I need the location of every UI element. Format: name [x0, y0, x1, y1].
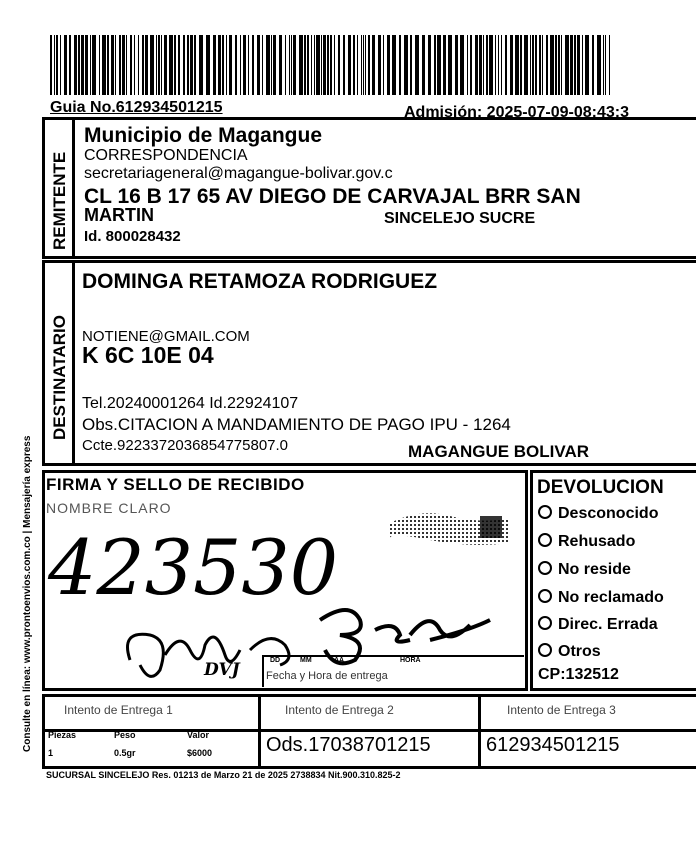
barcode-bar: [69, 35, 71, 95]
barcode-bar: [475, 35, 478, 95]
side-website-text: Consulte en línea: www.prontoenvios.com.co | Mensajería express: [22, 435, 33, 752]
barcode-bar: [404, 35, 408, 95]
recipient-name: DOMINGA RETAMOZA RODRIGUEZ: [82, 270, 438, 293]
barcode-bar: [311, 35, 312, 95]
barcode-bar: [187, 35, 189, 95]
barcode-bar: [520, 35, 522, 95]
sender-city: SINCELEJO SUCRE: [384, 210, 536, 227]
value-peso: 0.5gr: [114, 748, 136, 758]
footer-text: SUCURSAL SINCELEJO Res. 01213 de Marzo 21 de 2025 2738834 Nit.900.310.825-2: [46, 770, 401, 780]
barcode-bar: [161, 35, 162, 95]
barcode-bar: [603, 35, 604, 95]
barcode-bar: [285, 35, 286, 95]
barcode-bar: [410, 35, 412, 95]
attempt-3-label: Intento de Entrega 3: [507, 703, 616, 717]
barcode-bar: [299, 35, 303, 95]
barcode-bar: [585, 35, 589, 95]
barcode-bar: [229, 35, 232, 95]
barcode-bar: [330, 35, 332, 95]
barcode-bar: [592, 35, 594, 95]
header-peso: Peso: [114, 730, 136, 740]
barcode-bar: [363, 35, 364, 95]
radio-circle-icon: [538, 643, 552, 657]
barcode-bar: [273, 35, 276, 95]
barcode-bar: [437, 35, 441, 95]
barcode-bar: [582, 35, 583, 95]
date-label-mm: MM: [300, 657, 312, 664]
barcode-bar: [524, 35, 528, 95]
return-option-otros: Otros: [538, 643, 601, 661]
barcode-bar: [483, 35, 484, 95]
barcode-bar: [542, 35, 543, 95]
receipt-name-label: NOMBRE CLARO: [46, 500, 172, 516]
barcode-bar: [316, 35, 320, 95]
barcode-bar: [565, 35, 569, 95]
barcode-bar: [455, 35, 458, 95]
date-label-dd: DD: [270, 657, 281, 664]
recipient-phone-id: Tel.20240001264 Id.22924107: [82, 395, 299, 412]
barcode-bar: [107, 35, 109, 95]
barcode-bar: [248, 35, 249, 95]
barcode-bar: [428, 35, 431, 95]
recipient-observation: Obs.CITACION A MANDAMIENTO DE PAGO IPU - 1264: [82, 415, 511, 434]
date-caption: Fecha y Hora de entrega: [266, 670, 388, 682]
radio-circle-icon: [538, 589, 552, 603]
barcode-bar: [387, 35, 390, 95]
attempt-2-label: Intento de Entrega 2: [285, 703, 394, 717]
barcode-bar: [348, 35, 351, 95]
date-label-hora: HORA: [400, 657, 421, 664]
barcode-bar: [535, 35, 537, 95]
guide-number: Guia No.612934501215: [50, 99, 223, 116]
barcode-bar: [434, 35, 436, 95]
barcode-bar: [486, 35, 488, 95]
recipient-account: Ccte.9223372036854775807.0: [82, 437, 289, 454]
recipient-city: MAGANGUE BOLIVAR: [408, 442, 590, 461]
attempt-1-label: Intento de Entrega 1: [64, 703, 173, 717]
barcode-bar: [609, 35, 610, 95]
barcode-bar: [266, 35, 270, 95]
return-option-rehusado: Rehusado: [538, 533, 635, 551]
barcode-bar: [92, 35, 96, 95]
sender-email: secretariageneral@magangue-bolivar.gov.c: [84, 165, 393, 182]
barcode-bar: [60, 35, 61, 95]
value-piezas: 1: [48, 748, 54, 758]
barcode-bar: [368, 35, 370, 95]
barcode-bar: [158, 35, 160, 95]
barcode-bar: [605, 35, 606, 95]
barcode-bar: [279, 35, 282, 95]
barcode-bar: [383, 35, 384, 95]
stamp-noise: [390, 508, 510, 548]
barcode-bar: [357, 35, 358, 95]
barcode-bar: [119, 35, 121, 95]
barcode-bar: [558, 35, 560, 95]
barcode-bar: [235, 35, 237, 95]
recipient-email: NOTIENE@GMAIL.COM: [82, 328, 250, 345]
barcode-bar: [289, 35, 290, 95]
barcode-bar: [323, 35, 326, 95]
receipt-title: FIRMA Y SELLO DE RECIBIDO: [46, 475, 305, 494]
barcode-bar: [460, 35, 464, 95]
barcode-bar: [293, 35, 296, 95]
barcode-bar: [365, 35, 366, 95]
recipient-divider: [72, 260, 75, 464]
barcode-bar: [555, 35, 557, 95]
barcode-bar: [199, 35, 203, 95]
recipient-section-label: DESTINATARIO: [50, 315, 69, 440]
radio-circle-icon: [538, 561, 552, 575]
barcode-bar: [539, 35, 541, 95]
barcode-bar: [510, 35, 513, 95]
barcode-bar: [102, 35, 106, 95]
barcode-bar: [54, 35, 55, 95]
barcode-bar: [338, 35, 340, 95]
barcode-bar: [174, 35, 176, 95]
barcode-bar: [142, 35, 144, 95]
radio-circle-icon: [538, 505, 552, 519]
barcode-bar: [178, 35, 180, 95]
return-option-no-reclamado: No reclamado: [538, 589, 664, 607]
header-valor: Valor: [187, 730, 210, 740]
barcode-bar: [56, 35, 58, 95]
barcode-bar: [190, 35, 193, 95]
barcode-bar: [343, 35, 345, 95]
barcode-bar: [122, 35, 125, 95]
barcode-bar: [81, 35, 84, 95]
barcode: [50, 35, 610, 95]
barcode-bar: [561, 35, 562, 95]
ods-number: Ods.17038701215: [266, 734, 431, 756]
barcode-bar: [532, 35, 534, 95]
barcode-bar: [85, 35, 88, 95]
radio-circle-icon: [538, 616, 552, 630]
barcode-bar: [448, 35, 452, 95]
barcode-bar: [489, 35, 493, 95]
barcode-bar: [240, 35, 241, 95]
barcode-bar: [570, 35, 573, 95]
sender-divider: [72, 117, 75, 256]
barcode-bar: [334, 35, 335, 95]
barcode-bar: [505, 35, 507, 95]
handwritten-number: 423530: [48, 523, 339, 612]
barcode-bar: [257, 35, 260, 95]
barcode-bar: [399, 35, 401, 95]
barcode-bar: [206, 35, 210, 95]
barcode-bar: [138, 35, 139, 95]
barcode-bar: [64, 35, 67, 95]
barcode-bar: [213, 35, 216, 95]
barcode-bar: [218, 35, 221, 95]
barcode-bar: [78, 35, 80, 95]
barcode-bar: [130, 35, 132, 95]
barcode-bar: [111, 35, 114, 95]
barcode-bar: [164, 35, 167, 95]
barcode-bar: [156, 35, 157, 95]
barcode-bar: [372, 35, 375, 95]
barcode-bar: [422, 35, 425, 95]
barcode-bar: [222, 35, 224, 95]
barcode-bar: [194, 35, 196, 95]
sender-address-line2: MARTIN: [84, 205, 154, 225]
barcode-bar: [150, 35, 154, 95]
barcode-bar: [378, 35, 381, 95]
barcode-bar: [307, 35, 309, 95]
barcode-bar: [74, 35, 77, 95]
barcode-bar: [443, 35, 446, 95]
recipient-address: K 6C 10E 04: [82, 342, 214, 368]
barcode-bar: [314, 35, 315, 95]
barcode-bar: [271, 35, 272, 95]
barcode-bar: [304, 35, 306, 95]
barcode-bar: [226, 35, 227, 95]
barcode-bar: [546, 35, 548, 95]
return-option-direc-errada: Direc. Errada: [538, 616, 658, 634]
barcode-bar: [550, 35, 554, 95]
barcode-bar: [252, 35, 254, 95]
barcode-bar: [392, 35, 396, 95]
barcode-bar: [126, 35, 127, 95]
barcode-bar: [361, 35, 362, 95]
barcode-bar: [515, 35, 519, 95]
handwritten-initials: DVJ: [204, 660, 240, 680]
sender-address-line1: CL 16 B 17 65 AV DIEGO DE CARVAJAL BRR SAN: [84, 185, 581, 208]
value-valor: $6000: [187, 748, 213, 758]
barcode-bar: [495, 35, 496, 95]
sender-name: Municipio de Magangue: [84, 124, 323, 147]
barcode-bar: [467, 35, 468, 95]
barcode-bar: [183, 35, 185, 95]
barcode-bar: [501, 35, 502, 95]
barcode-bar: [115, 35, 116, 95]
barcode-bar: [321, 35, 322, 95]
guide-number-bottom: 612934501215: [486, 734, 620, 756]
radio-circle-icon: [538, 533, 552, 547]
return-title: DEVOLUCION: [537, 477, 664, 498]
sender-department: CORRESPONDENCIA: [84, 147, 248, 164]
barcode-bar: [353, 35, 355, 95]
return-option-desconocido: Desconocido: [538, 505, 658, 523]
barcode-bar: [530, 35, 531, 95]
barcode-bar: [415, 35, 419, 95]
return-option-no-reside: No reside: [538, 561, 631, 579]
barcode-bar: [291, 35, 292, 95]
barcode-bar: [169, 35, 173, 95]
barcode-bar: [243, 35, 246, 95]
admission-date: Admisión: 2025-07-09-08:43:3: [404, 104, 629, 121]
barcode-bar: [50, 35, 52, 95]
barcode-bar: [327, 35, 329, 95]
barcode-bar: [99, 35, 100, 95]
barcode-bar: [262, 35, 263, 95]
barcode-bar: [479, 35, 482, 95]
barcode-bar: [597, 35, 601, 95]
barcode-bar: [574, 35, 576, 95]
sender-section-label: REMITENTE: [50, 151, 69, 250]
barcode-bar: [145, 35, 148, 95]
return-cp: CP:132512: [538, 666, 619, 683]
header-piezas: Piezas: [48, 730, 77, 740]
barcode-bar: [577, 35, 580, 95]
sender-id: Id. 800028432: [84, 228, 181, 245]
barcode-bar: [90, 35, 91, 95]
date-label-aa: AA: [334, 657, 345, 664]
barcode-bar: [134, 35, 135, 95]
barcode-bar: [498, 35, 499, 95]
barcode-bar: [470, 35, 472, 95]
